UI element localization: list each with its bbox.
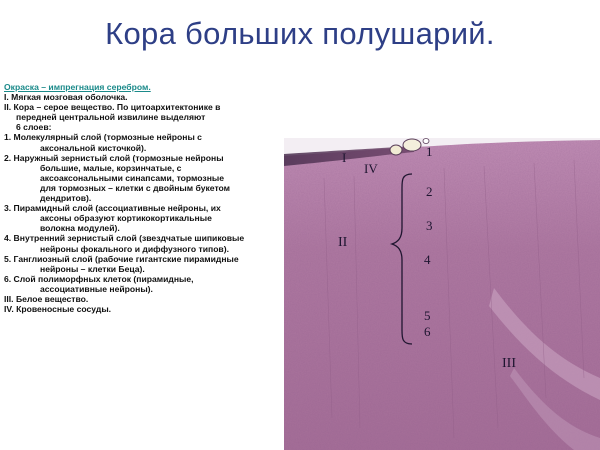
- legend-item-text: III. Белое вещество.: [4, 293, 89, 304]
- legend-item-text: 6. Слой полиморфных клеток (пирамидные,: [4, 273, 194, 284]
- legend-item-cont: большие, малые, корзинчатые, с: [40, 162, 182, 173]
- legend-item-cont: передней центральной извилине выделяют: [16, 112, 206, 123]
- legend-item: [4, 304, 288, 314]
- legend-item: [4, 233, 288, 253]
- blood-vessel-icon: [390, 145, 402, 155]
- label-white-matter: III: [502, 356, 516, 371]
- legend-item: [4, 132, 288, 152]
- legend-item: [4, 92, 288, 102]
- label-pia: I: [342, 150, 347, 165]
- legend-item-cont: 6 слоев:: [16, 122, 52, 133]
- legend-item-text: 1. Молекулярный слой (тормозные нейроны с: [4, 132, 202, 143]
- legend-item: [4, 274, 288, 294]
- legend-item-text: II. Кора – серое вещество. По цитоархитектонике в: [4, 102, 221, 113]
- legend-item-text: 4. Внутренний зернистый слой (звездчатые шипиковые: [4, 233, 245, 244]
- blood-vessel-icon: [403, 139, 421, 151]
- legend-item-cont: для тормозных – клетки с двойным букетом: [40, 182, 231, 193]
- stain-method: Окраска – импрегнация серебром.: [4, 82, 151, 92]
- legend-item-cont: нейроны – клетки Беца).: [40, 263, 145, 274]
- legend-item: [4, 294, 288, 304]
- legend-item-text: IV. Кровеносные сосуды.: [4, 304, 112, 315]
- legend-item-cont: аксональной кисточкой).: [40, 142, 147, 153]
- label-layer-2: 2: [426, 184, 433, 199]
- label-layer-1: 1: [426, 144, 433, 159]
- legend-item-text: 3. Пирамидный слой (ассоциативные нейроны, их: [4, 203, 221, 214]
- legend-list: [4, 92, 288, 314]
- legend-item-cont: дендритов).: [40, 193, 92, 204]
- legend-item-text: I. Мягкая мозговая оболочка.: [4, 92, 128, 103]
- micrograph-image: [284, 138, 600, 450]
- label-layer-5: 5: [424, 308, 431, 323]
- legend-item: [4, 153, 288, 203]
- label-cortex: II: [338, 235, 348, 250]
- legend-item: [4, 203, 288, 233]
- legend-item: [4, 254, 288, 274]
- legend-item-cont: волокна модулей).: [40, 223, 120, 234]
- legend-item-text: 2. Наружный зернистый слой (тормозные нейроны: [4, 152, 224, 163]
- legend-item-cont: нейроны фокального и диффузного типов).: [40, 243, 229, 254]
- blood-vessel-icon: [423, 139, 429, 144]
- label-layer-3: 3: [426, 218, 433, 233]
- legend-item-text: 5. Ганглиозный слой (рабочие гигантские пирамидные: [4, 253, 239, 264]
- micrograph: [284, 138, 600, 450]
- legend-item-cont: ассоциативные нейроны).: [40, 283, 153, 294]
- legend-item: [4, 102, 288, 132]
- legend-text: [4, 82, 288, 314]
- legend-item-cont: аксоаксональными синапсами, тормозные: [40, 172, 225, 183]
- slide-title: Кора больших полушарий.: [105, 16, 495, 51]
- legend-item-cont: аксоны образуют кортикокортикальные: [40, 213, 212, 224]
- label-layer-4: 4: [424, 252, 431, 267]
- label-vessels: IV: [364, 161, 378, 176]
- label-layer-6: 6: [424, 324, 431, 339]
